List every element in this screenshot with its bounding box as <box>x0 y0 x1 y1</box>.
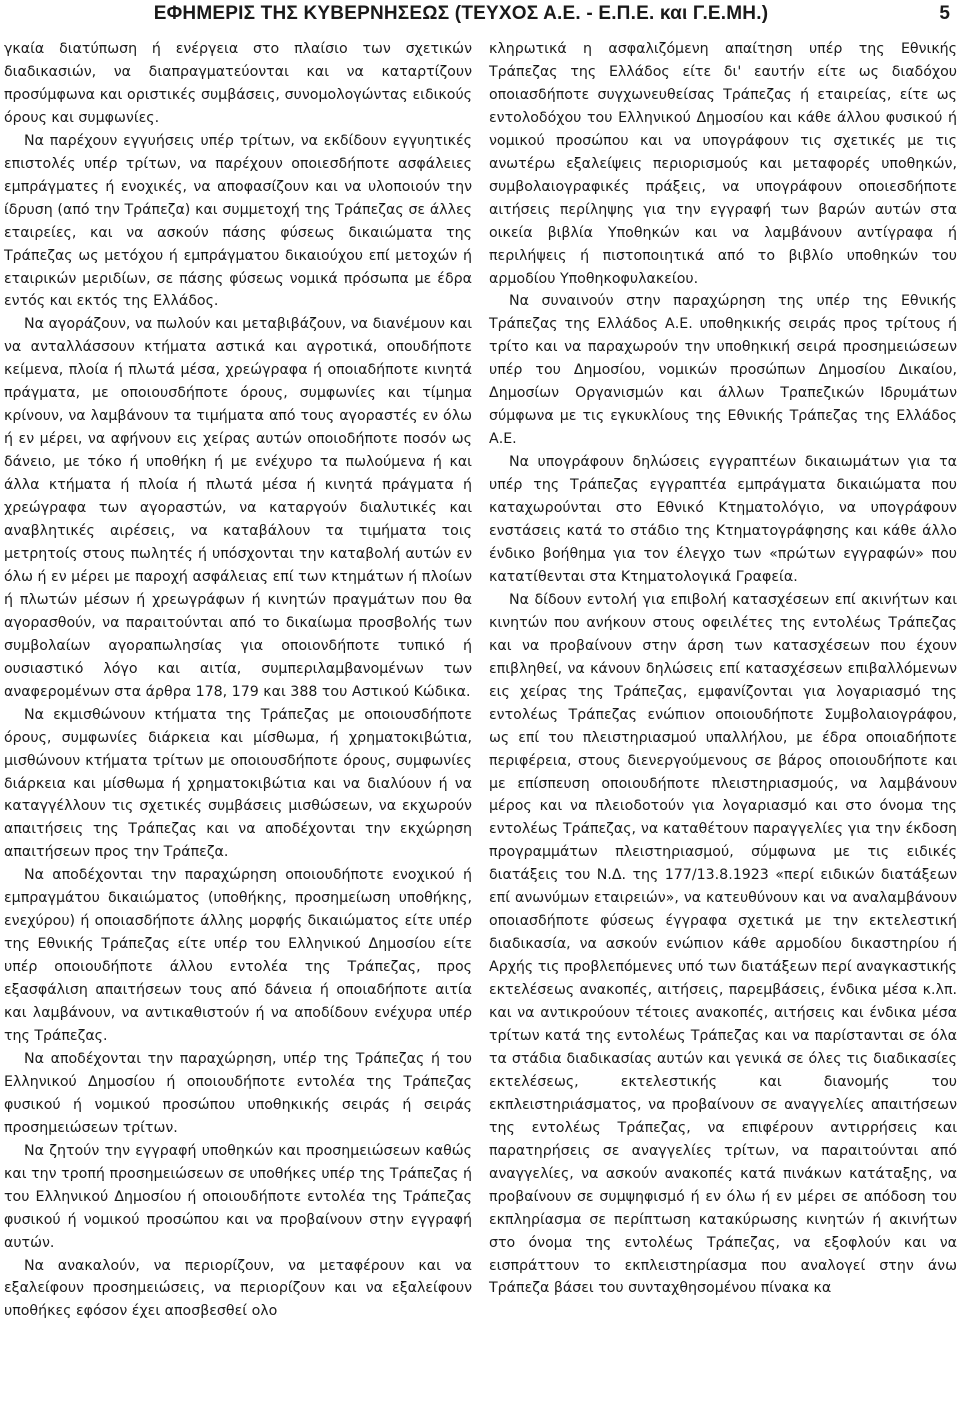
left-column <box>4 38 472 1323</box>
paragraph: Να παρέχουν εγγυήσεις υπέρ τρίτων, να εκδίδουν εγγυητικές επιστολές υπέρ τρίτων, να παρέχουν οποιεσδήποτε ασφάλειες εμπράγματες ή ενοχικές, να αποφασίζουν και να υλοποιούν την ίδρυση (από την Τράπεζα) και συμμετοχή της Τράπεζας σε άλλες εταιρείες, και να ασκούν πάσης φύσεως δικαιώματα της Τράπεζας ως μετόχου ή εμπράγματου δικαιούχου επί μετοχών ή εταιρικών μεριδίων, σε πάσης φύσεως νομικά πρόσωπα με έδρα εντός και εκτός της Ελλάδος. <box>4 132 472 310</box>
paragraph: Να ζητούν την εγγραφή υποθηκών και προσημειώσεων καθώς και την τροπή προσημειώσεων σε υποθήκες υπέρ της Τράπεζας ή του Ελληνικού Δημοσίου ή οποιουδήποτε εντολέα της Τράπεζας φυσικού ή νομικού προσώπου και να προβαίνουν στην εγγραφή αυτών. <box>4 1142 472 1251</box>
paragraph: γκαία διατύπωση ή ενέργεια στο πλαίσιο των σχετικών διαδικασιών, να διαπραγματεύονται και να καταρτίζουν προσύμφωνα και οριστικές συμβάσεις, συνομολογώντας ειδικούς όρους και συμφωνίες. <box>4 41 472 126</box>
paragraph: Να εκμισθώνουν κτήματα της Τράπεζας με οποιουσδήποτε όρους, συμφωνίες διάρκεια και μίσθωμα, ή χρηματοκιβώτια, μισθώνουν κτήματα τρίτων με οποιουσδήποτε όρους, συμφωνίες διάρκεια και μίσθωμα ή χρηματοκιβώτια και να διαλύουν ή να καταγγέλλουν τις σχετικές συμβάσεις μισθώσεων, να εκχωρούν απαιτήσεις της Τράπεζας και να αποδέχονται την εκχώρηση απαιτήσεων προς την Τράπεζα. <box>4 706 472 861</box>
paragraph: Να συναινούν στην παραχώρηση της υπέρ της Εθνικής Τράπεζας της Ελλάδος Α.Ε. υποθηκικής σειράς προς τρίτους ή τρίτο και να παραχωρούν την υποθηκική σειρά προσημειώσεων υπέρ του Δημοσίου, νομικών προσώπων Δημοσίου Δικαίου, Δημοσίων Οργανισμών και άλλων Τραπεζικών Ιδρυμάτων σύμφωνα με τις εγκυκλίους της Εθνικής Τράπεζας της Ελλάδος Α.Ε. <box>489 293 957 448</box>
paragraph: Να αποδέχονται την παραχώρηση οποιουδήποτε ενοχικού ή εμπραγμάτου δικαιώματος (υποθήκης, προσημείωση υποθήκης, ενεχύρου) ή οποιασδήποτε άλλης μορφής δικαιώματος είτε υπέρ της Εθνικής Τράπεζας είτε υπέρ του Ελληνικού Δημοσίου είτε υπέρ οποιουδήποτε άλλου εντολέα της Τράπεζας, προς εξασφάλιση απαιτήσεων τους από δάνεια ή οποιαδήποτε αιτία και λαμβάνουν, να αντικαθιστούν ή να αποδίδουν ενέχυρα υπέρ της Τράπεζας. <box>4 867 472 1044</box>
page-header <box>0 0 960 30</box>
paragraph: Να αποδέχονται την παραχώρηση, υπέρ της Τράπεζας ή του Ελληνικού Δημοσίου ή οποιουδήποτε εντολέα της Τράπεζας φυσικού ή νομικού προσώπου υποθηκικής σειράς ή σειράς προσημειώσεων τρίτων. <box>4 1050 472 1136</box>
paragraph: Να αγοράζουν, να πωλούν και μεταβιβάζουν, να διανέμουν και να ανταλλάσσουν κτήματα αστικά και αγροτικά, οπουδήποτε κείμενα, πλοία ή πλωτά μέσα, χρεώγραφα ή οποιαδήποτε κινητά πράγματα, με οποιουσδήποτε όρους, συμφωνίες και τίμημα κρίνουν, να λαμβάνουν τα τιμήματα από τους αγοραστές εν όλω ή εν μέρει, να αφήνουν εις χείρας αυτών οποιοδήποτε ποσόν ως δάνειο, με τόκο ή υποθήκη ή με ενέχυρο τα πωλούμενα ή και άλλα κτήματα ή πλοία ή πλωτά μέσα ή κινητά πράγματα ή χρεώγραφα των αγοραστών, να καταργούν διαλυτικές και αναβλητικές αιρέσεις, να καταβάλουν τα τιμήματα τοις μετρητοίς στους πωλητές ή υπόσχονται την καταβολή αυτών εν όλω ή εν μέρει με παροχή ασφάλειας επί των κτημάτων ή πλοίων ή πλωτών μέσων ή χρεωγράφων ή κινητών πραγμάτων που θα αγορασθούν, να παραιτούνται από το δικαίωμα προσβολής των συμβολαίων αγοραπωλησίας για οποιονδήποτε τυπικό ή ουσιαστικό λόγο και αιτία, συμπεριλαμβανομένων των αναφερομένων στα άρθρα 178, 179 και 388 του Αστικού Κώδικα. <box>4 316 472 700</box>
page-number: 5 <box>939 3 950 24</box>
paragraph: κληρωτικά η ασφαλιζόμενη απαίτηση υπέρ της Εθνικής Τράπεζας της Ελλάδος είτε δι' εαυτήν είτε ως διαδόχου οποιασδήποτε συγχωνευθείσας Τράπεζας ή εταιρείας, είτε ως εντολοδόχου του Ελληνικού Δημοσίου και κάθε άλλου φυσικού ή νομικού προσώπου και να υπογράφουν τις σχετικές με τις ανωτέρω εξαλείψεις περιορισμούς και μεταφορές υποθηκών, συμβολαιογραφικές πράξεις, να υπογράφουν οποιεσδήποτε αιτήσεις περίληψης για την εγγραφή των βαρών αυτών στα οικεία βιβλία Υποθηκών και να λαμβάνουν αντίγραφα ή περιλήψεις ή πιστοποιητικά από το βιβλίο υποθηκών του αρμοδίου Υποθηκοφυλακείου. <box>489 41 957 287</box>
right-column <box>489 38 957 1300</box>
paragraph: Να υπογράφουν δηλώσεις εγγραπτέων δικαιωμάτων για τα υπέρ της Τράπεζας εγγραπτέα εμπράγματα δικαιώματα που καταχωρούνται στο Εθνικό Κτηματολόγιο, να υπογράφουν ενστάσεις κατά το στάδιο της Κτηματογράφησης και κάθε άλλο ένδικο βοήθημα για τον έλεγχο των «πρώτων εγγραφών» που κατατίθενται στα Κτηματολογικά Γραφεία. <box>489 454 957 585</box>
paragraph: Να δίδουν εντολή για επιβολή κατασχέσεων επί ακινήτων και κινητών που ανήκουν στους οφειλέτες της εντολέως Τράπεζας και να προβαίνουν στην άρση των κατασχέσεων που έχουν επιβληθεί, να κάνουν δηλώσεις επί κατασχέσεων επιβαλλόμενων εις χείρας της Τράπεζας, εμφανίζονται για λογαριασμό της εντολέως Τράπεζας ενώπιον οποιουδήποτε Συμβολαιογράφου, ως επί του πλειστηριασμού υπαλλήλου, με έδρα οποιαδήποτε περιφέρεια, στους διενεργούμενους σε βάρος οποιουδήποτε και με επίσπευση οποιουδήποτε πλειστηριασμούς, να λαμβάνουν μέρος και να πλειοδοτούν για λογαριασμό και στο όνομα της εντολέως Τράπεζας, να καταθέτουν παραγγελίες για την έκδοση προγραμμάτων πλειστηριασμού, σύμφωνα με τις ειδικές διατάξεις του Ν.Δ. της 177/13.8.1923 «περί ειδικών διατάξεων επί ανωνύμων εταιρειών», να κατευθύνουν και να αναλαμβάνουν οποιασδήποτε φύσεως έγγραφα σχετικά με την εκτελεστική διαδικασία, να ασκούν ενώπιον κάθε αρμοδίου δικαστηρίου ή Αρχής τις προβλεπόμενες υπό των διατάξεων περί αναγκαστικής εκτελέσεως ανακοπές, αιτήσεις, παρεμβάσεις, ένδικα μέσα κ.λπ. και να αντικρούουν τέτοιες ανακοπές, αιτήσεις και ένδικα μέσα τρίτων κατά της εντολέως Τράπεζας και να παρίστανται σε όλα τα στάδια διαδικασίας αυτών και γενικά σε όλες τις διαδικασίες εκτελέσεως, εκτελεστικής και διανομής του εκπλειστηριάσματος, να προβαίνουν σε αναγγελίες απαιτήσεων της εντολέως Τράπεζας, να επιφέρουν αντιρρήσεις και παρατηρήσεις σε αναγγελίες τρίτων, να παραιτούνται από αναγγελίες, να ασκούν ανακοπές κατά πινάκων κατάταξης, να προβαίνουν σε συμψηφισμό ή εν όλω ή εν μέρει σε απόδοση του εκπληρίασμα σε περίπτωση κατακύρωσης κινητών ή ακινήτων στο όνομα της εντολέως Τράπεζας, να εξοφλούν και να εισπράττουν το εκπλειστηρίασμα που αναλογεί στην άνω Τράπεζα βάσει του συνταχθησομένου πίνακα κα <box>489 591 957 1297</box>
paragraph: Να ανακαλούν, να περιορίζουν, να μεταφέρουν και να εξαλείφουν προσημειώσεις, να περιορίζουν και να εξαλείφουν υποθήκες εφόσον έχει αποσβεσθεί ολο <box>4 1257 472 1320</box>
header-title: ΕΦΗΜΕΡΙΣ ΤΗΣ ΚΥΒΕΡΝΗΣΕΩΣ (ΤΕΥΧΟΣ Α.Ε. - Ε.Π.Ε. και Γ.Ε.ΜΗ.) <box>153 3 769 24</box>
